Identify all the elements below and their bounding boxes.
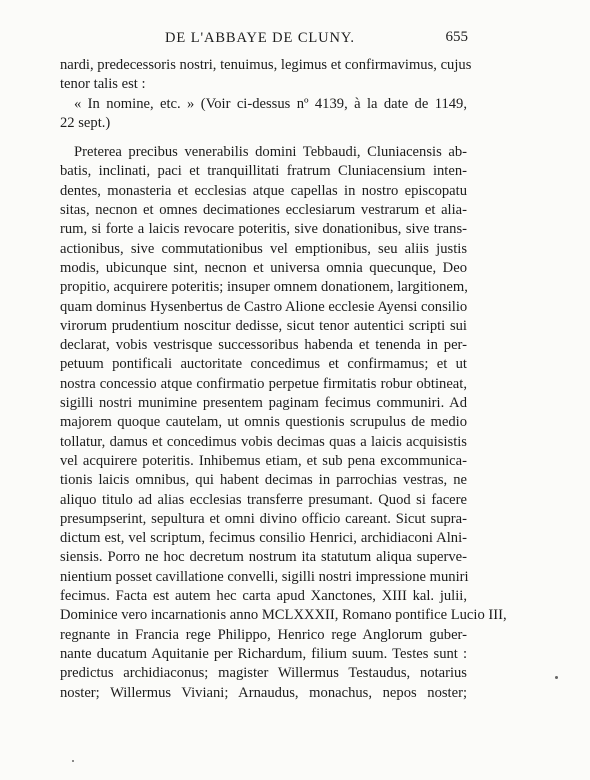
text-line: dentes, monasteria et ecclesias atque capellas in nostro episcopatu: [60, 182, 467, 199]
text-line: presumpserint, sepultura et omni divino officio careant. Sicut supra-: [60, 510, 467, 527]
body-text: [60, 56, 507, 703]
scan-speck: [72, 760, 74, 762]
text-line: petuum pontificali auctoritate concedimus et confirmamus; et ut: [60, 356, 467, 373]
text-line: rum, si forte a laicis revocare poteritis, sive donationibus, sive trans-: [60, 221, 467, 238]
text-line: dictum est, vel scriptum, fecimus consilio Henrici, archidiaconi Alni-: [60, 530, 467, 547]
text-line: nardi, predecessoris nostri, tenuimus, legimus et confirmavimus, cujus: [60, 57, 472, 73]
text-line: Dominice vero incarnationis anno MCLXXXII, Romano pontifice Lucio III,: [60, 607, 507, 624]
text-line: nante ducatum Aquitanie per Richardum, filium suum. Testes sunt :: [60, 645, 467, 662]
text-line: vel acquirere poteritis. Inhibemus etiam, et sub pena excommunica-: [60, 452, 467, 469]
scan-speck: [555, 676, 558, 679]
text-line: tionis laicis omnibus, qui habent decimas in parrochias vestras, ne: [60, 472, 467, 489]
text-line: sigilli nostri munimine presentem paginam fecimus communiri. Ad: [60, 395, 467, 412]
text-line: regnante in Francia rege Philippo, Henrico rege Anglorum guber-: [60, 626, 467, 643]
page-number: 655: [445, 29, 468, 45]
text-line: tollatur, damus et concedimus vobis decimas quas a laicis acquisistis: [60, 433, 467, 450]
text-line: nientium posset cavillatione convelli, sigilli nostri impressione muniri: [60, 568, 469, 585]
running-header: DE L'ABBAYE DE CLUNY.: [165, 30, 355, 46]
text-line: nostra concessio atque confirmatio perpetue firmitatis robur obtineat,: [60, 375, 467, 392]
text-line: 22 sept.): [60, 114, 111, 131]
text-line: « In nomine, etc. » (Voir ci-dessus nº 4139, à la date de 1149,: [74, 95, 467, 112]
text-line: fecimus. Facta est autem hec carta apud Xanctones, XIII kal. julii,: [60, 588, 467, 605]
text-line: aliquo titulo ad alias ecclesias transferre presumant. Quod si facere: [60, 491, 467, 508]
text-line: propitio, acquirere poteritis; insuper omnem donationem, largitionem,: [60, 279, 468, 296]
text-line: actionibus, sive commutationibus vel emptionibus, seu aliis justis: [60, 240, 467, 257]
text-line: sitas, necnon et omnes decimationes ecclesiarum vestrarum et alia-: [60, 202, 467, 219]
text-line: virorum prudentium noscitur dedisse, sicut tenor autentici scripti sui: [60, 317, 467, 334]
text-line: tenor talis est :: [60, 76, 146, 93]
text-line: modis, ubicunque sint, necnon et universa omnia quecunque, Deo: [60, 259, 467, 276]
text-line: Preterea precibus venerabilis domini Tebbaudi, Cluniacensis ab-: [74, 144, 467, 161]
text-line: quam dominus Hysenbertus de Castro Alione ecclesie Ayensi consilio: [60, 298, 468, 315]
text-line: noster; Willermus Viviani; Arnaudus, monachus, nepos noster;: [60, 684, 467, 701]
text-line: predictus archidiaconus; magister Willermus Testaudus, notarius: [60, 665, 467, 682]
text-line: batis, inclinati, paci et tranquillitati fratrum Cluniacensium inten-: [60, 163, 467, 180]
text-line: declarat, vobis vestrisque successoribus habenda et tenenda in per-: [60, 337, 467, 354]
text-line: majorem quoque cautelam, ut omnis questionis scrupulus de medio: [60, 414, 467, 431]
text-line: siensis. Porro ne hoc decretum nostrum ita statutum aliqua superve-: [60, 549, 467, 566]
paragraph-gap: [60, 133, 467, 143]
